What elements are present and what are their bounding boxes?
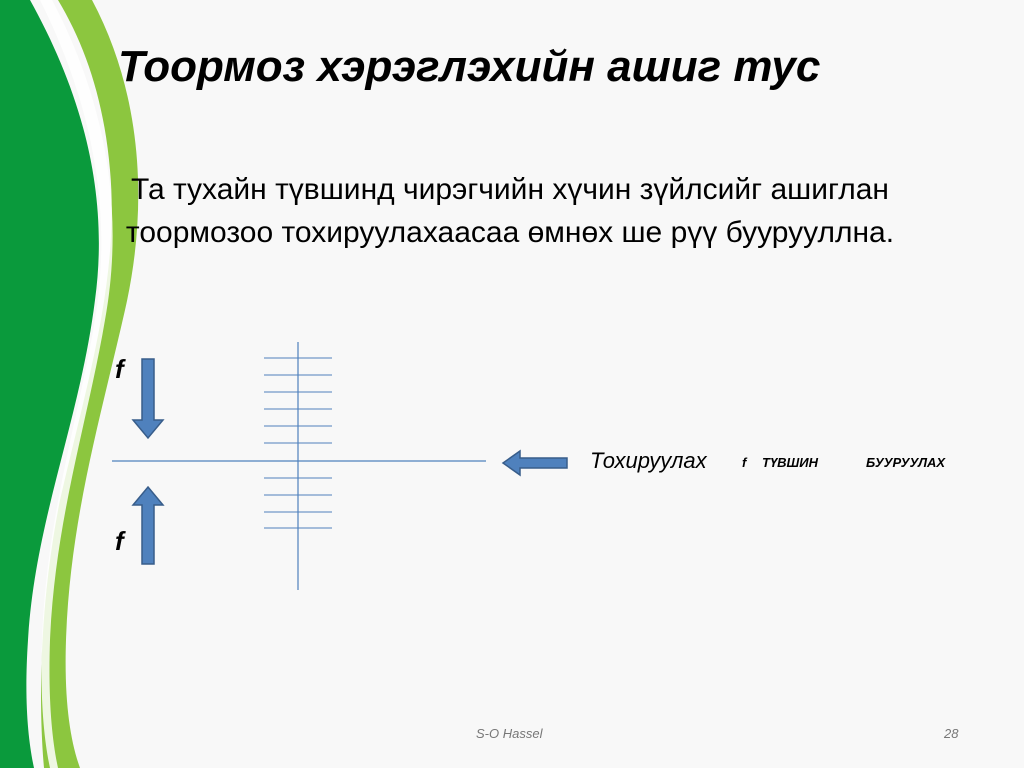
slide-body-text: Та тухайн түвшинд чирэгчийн хүчин зүйлсийг ашиглан тоормозоо тохируулахаасаа өмнөх ше рүү буурууллна.: [125, 173, 895, 249]
slide-title: Тоормоз хэрэглэхийн ашиг тус: [118, 42, 821, 91]
caption-lower: БУУРУУЛАХ: [866, 455, 946, 470]
footer-author: S-O Hassel: [476, 726, 543, 741]
force-label-top: f: [115, 354, 124, 384]
force-label-bottom: f: [115, 526, 124, 556]
arrow-up-icon: [133, 487, 163, 564]
caption-f: f: [742, 455, 747, 470]
caption-level: ТҮВШИН: [762, 455, 819, 470]
arrow-down-icon: [133, 359, 163, 438]
caption-adjust: Тохируулах: [590, 448, 707, 473]
footer-page-number: 28: [944, 726, 959, 741]
arrow-left-icon: [503, 451, 567, 475]
